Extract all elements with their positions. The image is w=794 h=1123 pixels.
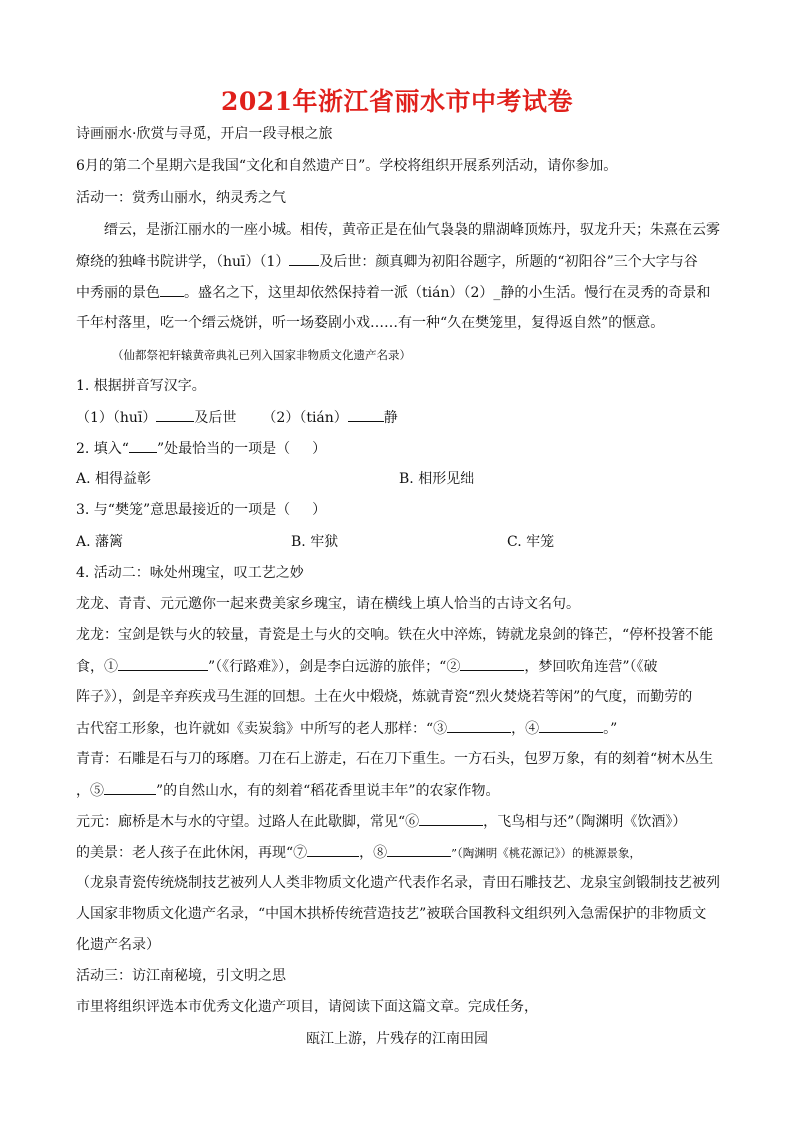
question-3: 3. 与“樊笼”意思最接近的一项是（ ） [76,502,327,518]
answer-blank[interactable] [419,811,483,826]
option-a: A. 藩篱 [76,534,124,550]
passage-line: 中秀丽的景色 。盛名之下，这里却依然保持着一派（tián）（2）_静的小生活。慢行在灵秀的奇景和 [76,282,710,303]
blank-underline [289,251,319,266]
passage-line: 青青：石雕是石与刀的琢磨。刀在石上游走，石在刀下重生。一方石头，包罗万象，有的刻着“树木丛生 [76,751,714,767]
question-2: 2. 填入“ ”处最恰当的一项是（ ） [76,438,326,459]
intro-line: 诗画丽水·欣赏与寻觅，开启一段寻根之旅 [76,126,333,142]
article-title: 瓯江上游，片残存的江南田园 [306,1031,488,1047]
passage-line: 千年村落里，吃一个缙云烧饼，听一场婺剧小戏……有一种“久在樊笼里，复得返自然”的惬意。 [76,315,665,331]
passage-line: 食，① ”（《行路难》），剑是李白远游的旅伴；“② ，梦回吹角连营”（《破 [76,656,658,677]
passage-line: 龙龙：宝剑是铁与火的较量，青瓷是土与火的交响。铁在火中淬炼，铸就龙泉剑的锋芒，“停杯投箸不能 [76,627,714,643]
question-4: 4. 活动二：咏处州瑰宝，叹工艺之妙 [76,565,304,581]
passage-note: 人国家非物质文化遗产名录，“中国木拱桥传统营造技艺”被联合国教科文组织列入急需保护的非物质文 [76,906,707,922]
answer-blank[interactable] [156,407,194,422]
passage-line: ，⑤ ”的自然山水，有的刻着“稻花香里说丰年”的农家作物。 [76,780,499,801]
passage-line: 古代窑工形象，也许就如《卖炭翁》中所写的老人那样：“③ ，④ 。” [76,718,617,739]
option-a: A. 相得益彰 [76,471,152,487]
passage-note: （龙泉青瓷传统烧制技艺被列人人类非物质文化遗产代表作名录，青田石雕技艺、龙泉宝剑锻制技艺被列 [76,875,720,891]
question-1: 1. 根据拼音写汉字。 [76,378,206,394]
intro-line: 6月的第二个星期六是我国“文化和自然遗产日”。学校将组织开展系列活动，请你参加。 [76,158,618,174]
option-c: C. 牢笼 [507,534,555,550]
answer-blank[interactable] [348,407,384,422]
option-b: B. 牢狱 [291,534,339,550]
option-b: B. 相形见绌 [399,471,475,487]
task-instruction: 市里将组织评选本市优秀文化遗产项目，请阅读下面这篇文章。完成任务， [76,999,538,1015]
blank-underline [160,282,184,297]
answer-blank[interactable] [307,842,359,857]
passage-line: 燎绕的独峰书院讲学，（huī）（1） 及后世：颜真卿为初阳谷题字，所题的“初阳谷”三个大字与谷 [76,251,698,272]
passage-note: （仙都祭祀轩辕黄帝典礼已列入国家非物质文化遗产名录） [112,348,411,362]
answer-blank[interactable] [118,656,208,671]
answer-blank[interactable] [460,656,524,671]
passage-note: 化遗产名录） [76,937,160,953]
answer-blank[interactable] [539,718,603,733]
activity-heading: 活动三：访江南秘境，引文明之思 [76,968,286,984]
passage-line: 元元：廊桥是木与水的守望。过路人在此歇脚，常见“⑥ ，飞鸟相与还”（陶渊明《饮酒》） [76,811,686,832]
answer-blank[interactable] [387,842,451,857]
answer-blank[interactable] [104,780,156,795]
page-title: 2021年浙江省丽水市中考试卷 [220,87,574,116]
answer-blank[interactable] [447,718,511,733]
question-1-items: （1）（huī） 及后世 （2）（tián） 静 [76,407,398,428]
passage-line: 缙云，是浙江丽水的一座小城。相传，黄帝正是在仙气袅袅的鼎湖峰顶炼丹，驭龙升天；朱熹在云雾 [104,222,720,238]
passage-line: 的美景：老人孩子在此休闲，再现“⑦ ，⑧ ”（陶渊明《桃花源记》）的桃源景象， [76,842,641,863]
blank-underline [129,438,157,453]
activity-heading: 活动一：赏秀山丽水，纳灵秀之气 [76,190,286,206]
question-4-intro: 龙龙、青青、元元邀你一起来费美家乡瑰宝，请在横线上填人恰当的古诗文名句。 [76,596,580,612]
passage-line: 阵子》），剑是辛弃疾戎马生涯的回想。土在火中煅烧，炼就青瓷“烈火焚烧若等闲”的气度，而勤劳的 [76,689,693,705]
